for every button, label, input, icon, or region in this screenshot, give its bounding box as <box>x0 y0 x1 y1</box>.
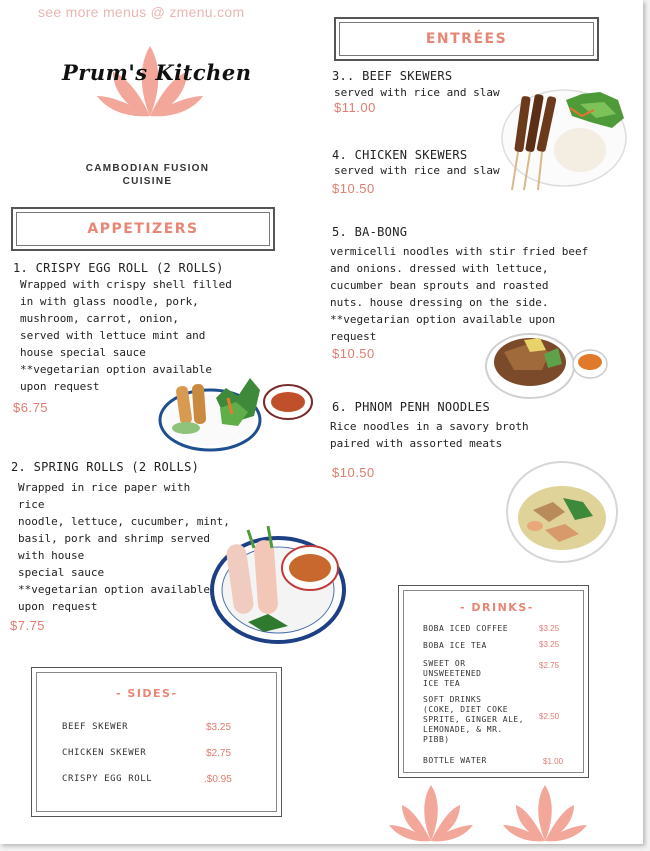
entrees-title: ENTRÉES <box>425 31 508 47</box>
entree-description: served with rice and slaw <box>334 86 500 99</box>
entrees-header-box <box>334 17 599 61</box>
description-line: **vegetarian option available <box>20 363 213 376</box>
appetizer-price: $6.75 <box>13 400 49 415</box>
cuisine-tagline <box>70 162 225 188</box>
drink-item-price: $3.25 <box>539 640 560 649</box>
drink-line: SWEET OR <box>423 659 466 668</box>
tagline-line-2: CUISINE <box>122 176 173 187</box>
description-line: vermicelli noodles with stir fried beef <box>330 245 589 258</box>
phnom-penh-noodles-photo <box>505 460 620 566</box>
drink-item-price: $2.75 <box>539 661 560 670</box>
drink-line: PIBB) <box>423 735 450 744</box>
drink-line: SPRITE, GINGER ALE, <box>423 715 525 724</box>
description-line: noodle, lettuce, cucumber, mint, <box>18 515 230 528</box>
drink-line: BOBA ICED COFFEE <box>423 624 509 633</box>
description-line: rice <box>18 498 45 511</box>
entree-price: $10.50 <box>332 465 375 480</box>
entree-name: 5. BA-BONG <box>332 225 408 239</box>
drink-item-name <box>423 641 487 651</box>
side-item-price: .$0.95 <box>204 774 232 785</box>
description-line: Rice noodles in a savory broth <box>330 420 529 433</box>
drink-line: UNSWEETENED <box>423 669 482 678</box>
side-item-name: CHICKEN SKEWER <box>62 748 147 758</box>
appetizer-description <box>18 479 230 615</box>
description-line: **vegetarian option available upon <box>330 313 556 326</box>
entree-description <box>330 418 529 452</box>
drink-line: (COKE, DIET COKE <box>423 705 509 714</box>
drink-item-name <box>423 695 524 745</box>
entree-name: 4. CHICKEN SKEWERS <box>332 148 468 162</box>
lotus-decoration-icon <box>502 783 588 843</box>
drinks-title: - DRINKS- <box>460 601 534 614</box>
drink-line: ICE TEA <box>423 679 461 688</box>
sides-title: - SIDES- <box>116 687 178 700</box>
description-line: Wrapped in rice paper with <box>18 481 191 494</box>
side-item-price: $2.75 <box>206 748 232 759</box>
description-line: basil, pork and shrimp served <box>18 532 211 545</box>
description-line: in with glass noodle, pork, <box>20 295 199 308</box>
appetizers-header-box <box>11 207 275 251</box>
entree-price: $10.50 <box>332 181 375 196</box>
beef-skewer-photo <box>500 86 628 192</box>
drink-item-price: $2.50 <box>539 712 560 721</box>
description-line: upon request <box>18 600 98 613</box>
drink-item-name <box>423 756 487 766</box>
description-line: paired with assorted meats <box>330 437 503 450</box>
drink-line: BOTTLE WATER <box>423 756 487 765</box>
drink-item-price: $3.25 <box>539 624 560 633</box>
appetizers-title: APPETIZERS <box>87 221 199 237</box>
ba-bong-photo <box>484 330 610 400</box>
description-line: mushroom, carrot, onion, <box>20 312 179 325</box>
side-item-price: $3.25 <box>206 722 232 733</box>
description-line: house special sauce <box>20 346 146 359</box>
drink-line: LEMONADE, & MR. <box>423 725 503 734</box>
lotus-decoration-icon <box>388 783 474 843</box>
restaurant-name: Prum's Kitchen <box>62 60 252 85</box>
drink-item-price: $1.00 <box>543 757 564 766</box>
drink-item-name <box>423 624 508 634</box>
side-item-name: CRISPY EGG ROLL <box>62 774 153 784</box>
description-line: Wrapped with crispy shell filled <box>20 278 232 291</box>
description-line: served with lettuce mint and <box>20 329 206 342</box>
entree-name: 3.. BEEF SKEWERS <box>332 69 453 83</box>
spring-roll-photo <box>208 522 348 646</box>
egg-roll-photo <box>158 368 318 454</box>
watermark: see more menus @ zmenu.com <box>38 4 245 20</box>
drink-item-name <box>423 659 481 689</box>
description-line: nuts. house dressing on the side. <box>330 296 549 309</box>
description-line: request <box>330 330 377 343</box>
description-line: and onions. dressed with lettuce, <box>330 262 549 275</box>
appetizer-name: 2. SPRING ROLLS (2 ROLLS) <box>11 460 200 474</box>
description-line: with house <box>18 549 85 562</box>
tagline-line-1: CAMBODIAN FUSION <box>85 163 210 174</box>
entree-price: $11.00 <box>334 100 376 115</box>
description-line: upon request <box>20 380 100 393</box>
side-item-name: BEEF SKEWER <box>62 722 129 732</box>
description-line: special sauce <box>18 566 105 579</box>
description-line: **vegetarian option available <box>18 583 211 596</box>
drink-line: BOBA ICE TEA <box>423 641 487 650</box>
entree-price: $10.50 <box>332 346 375 361</box>
entree-name: 6. PHNOM PENH NOODLES <box>332 400 491 414</box>
entree-description: served with rice and slaw <box>334 164 500 177</box>
appetizer-price: $7.75 <box>10 618 46 633</box>
appetizer-name: 1. CRISPY EGG ROLL (2 ROLLS) <box>13 261 224 275</box>
description-line: cucumber bean sprouts and roasted <box>330 279 549 292</box>
drink-line: SOFT DRINKS <box>423 695 482 704</box>
